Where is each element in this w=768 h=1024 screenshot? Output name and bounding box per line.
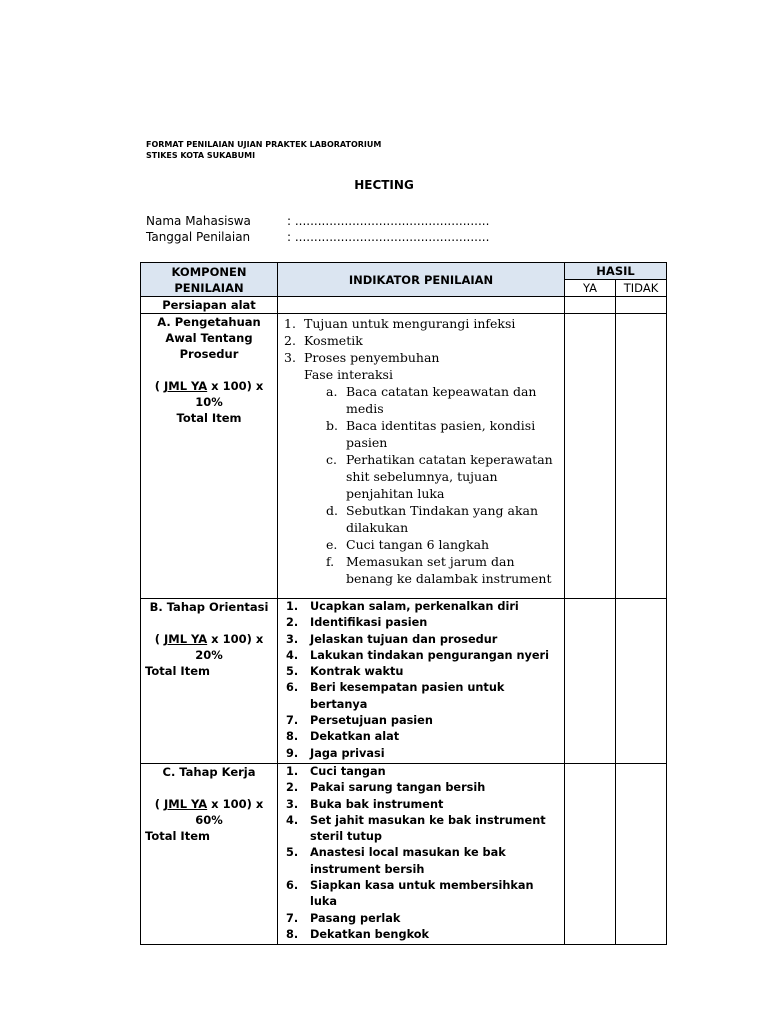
row-section-c (141, 763, 667, 944)
list-item: 6. Beri kesempatan pasien untuk bertanya (286, 681, 505, 711)
list-item: 7. Persetujuan pasien (286, 714, 433, 728)
list-item: 2. Kosmetik (284, 333, 363, 348)
form-header-line2: STIKES KOTA SUKABUMI (146, 151, 256, 160)
header-tidak: TIDAK (616, 280, 667, 297)
list-item: 7. Pasang perlak (286, 911, 401, 925)
field-label: Tanggal Penilaian (146, 230, 251, 244)
section-a-tidak-cell[interactable] (616, 314, 667, 599)
list-item: 8. Dekatkan bengkok (286, 927, 430, 941)
section-a-total: Total Item (176, 411, 242, 425)
section-c-ya-cell[interactable] (565, 763, 616, 944)
section-c-formula: ( JML YA x 100) x 60% (154, 796, 264, 827)
row-persiapan (141, 297, 667, 314)
field-nama-mahasiswa (146, 213, 489, 229)
list-item: 4. Lakukan tindakan pengurangan nyeri (286, 648, 549, 662)
list-item: 2. Identifikasi pasien (286, 616, 428, 630)
assessment-table (140, 262, 667, 945)
section-c-indikator (278, 763, 565, 944)
persiapan-tidak-cell[interactable] (616, 297, 667, 314)
row-section-b (141, 599, 667, 764)
field-value[interactable]: : ................................................... (287, 214, 490, 228)
list-item: 5. Kontrak waktu (286, 665, 404, 679)
section-b-total: Total Item (145, 664, 210, 678)
sub-list-item: f. Memasukan set jarum dan benang ke dalambak instrument (326, 554, 552, 586)
persiapan-indikator (278, 297, 565, 314)
header-ya: YA (565, 280, 616, 297)
section-a-name: A. Pengetahuan Awal Tentang Prosedur (157, 315, 261, 361)
fase-interaksi-label: Fase interaksi (304, 367, 393, 382)
list-item: 2. Pakai sarung tangan bersih (286, 781, 486, 795)
header-indikator: INDIKATOR PENILAIAN (278, 263, 565, 297)
form-header-line1: FORMAT PENILAIAN UJIAN PRAKTEK LABORATORIUM (146, 140, 382, 149)
list-item: 3. Proses penyembuhan (284, 350, 440, 365)
header-hasil: HASIL (565, 263, 667, 280)
section-a-komponen (141, 314, 278, 599)
list-item: 6. Siapkan kasa untuk membersihkan luka (286, 879, 534, 909)
section-b-ya-cell[interactable] (565, 599, 616, 764)
list-item: 4. Set jahit masukan ke bak instrument steril tutup (286, 813, 546, 844)
section-b-tidak-cell[interactable] (616, 599, 667, 764)
section-a-indikator (278, 314, 565, 599)
persiapan-label: Persiapan alat (141, 297, 278, 314)
section-b-indikator (278, 599, 565, 764)
page-title: HECTING (354, 178, 414, 192)
sub-list-item: c. Perhatikan catatan keperawatan shit sebelumnya, tujuan penjahitan luka (326, 452, 553, 501)
section-c-total: Total Item (145, 828, 210, 843)
list-item: 5. Anastesi local masukan ke bak instrument bersih (286, 846, 506, 876)
section-c-komponen (141, 763, 278, 944)
field-value[interactable]: : ................................................... (287, 230, 490, 244)
sub-list-item: e. Cuci tangan 6 langkah (326, 537, 490, 552)
list-item: 1. Ucapkan salam, perkenalkan diri (286, 600, 519, 613)
persiapan-ya-cell[interactable] (565, 297, 616, 314)
field-label: Nama Mahasiswa (146, 214, 251, 228)
list-item: 8. Dekatkan alat (286, 730, 400, 744)
sub-list-item: b. Baca identitas pasien, kondisi pasien (326, 418, 536, 450)
section-b-formula: ( JML YA x 100) x 20% (154, 632, 264, 662)
section-a-ya-cell[interactable] (565, 314, 616, 599)
list-item: 3. Jelaskan tujuan dan prosedur (286, 632, 498, 646)
section-b-komponen (141, 599, 278, 764)
section-a-formula: ( JML YA x 100) x 10% (154, 379, 264, 409)
header-komponen: KOMPONEN PENILAIAN (141, 263, 278, 297)
section-c-name: C. Tahap Kerja (162, 764, 256, 779)
list-item: 9. Jaga privasi (286, 746, 385, 760)
row-section-a (141, 314, 667, 599)
section-b-name: B. Tahap Orientasi (149, 600, 269, 614)
sub-list-item: d. Sebutkan Tindakan yang akan dilakukan (326, 503, 539, 535)
sub-list-item: a. Baca catatan kepeawatan dan medis (326, 384, 537, 416)
section-c-tidak-cell[interactable] (616, 763, 667, 944)
list-item: 1. Cuci tangan (286, 764, 386, 778)
list-item: 1. Tujuan untuk mengurangi infeksi (284, 316, 516, 331)
field-tanggal-penilaian (146, 229, 489, 245)
list-item: 3. Buka bak instrument (286, 797, 444, 811)
